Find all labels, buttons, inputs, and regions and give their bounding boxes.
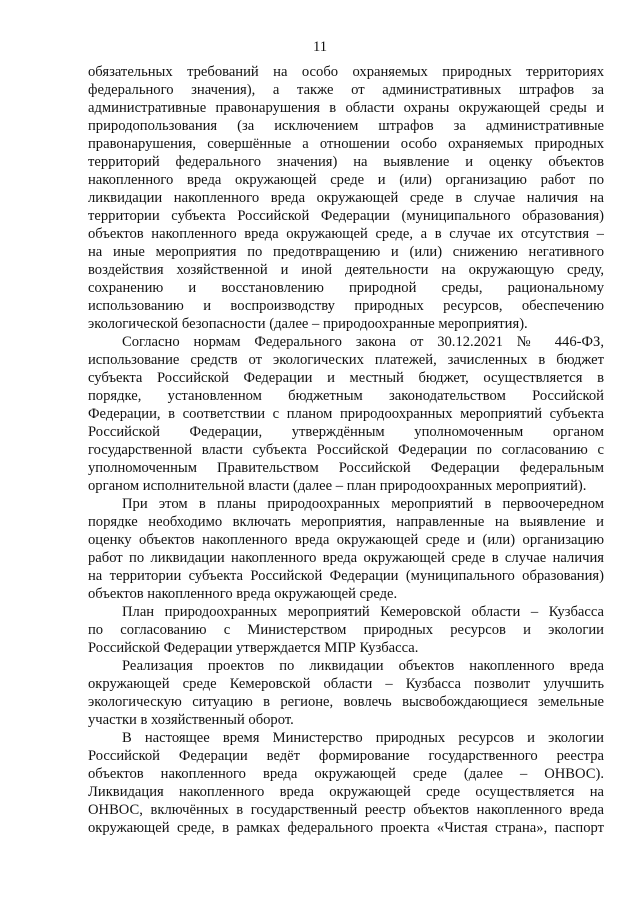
text-line: участки в хозяйственный оборот. bbox=[88, 712, 294, 728]
text-line: экологическую ситуацию в регионе, вовлечь высвобождающиеся земельные bbox=[88, 694, 604, 710]
text-line: План природоохранных мероприятий Кемеровской области – Кузбасса bbox=[122, 604, 604, 620]
text-line: объектов накопленного вреда окружающей среде. bbox=[88, 586, 398, 602]
text-line: Федерации, в соответствии с планом природоохранных мероприятий субъекта bbox=[88, 406, 604, 422]
text-line: федерального значения), а также от административных штрафов за bbox=[88, 82, 604, 98]
text-line: природопользования (за исключением штрафов за административные bbox=[88, 118, 604, 134]
text-line: территории субъекта Российской Федерации (муниципального образования) bbox=[88, 208, 604, 224]
body-text bbox=[88, 63, 604, 837]
page-number: 11 bbox=[312, 39, 328, 55]
text-line: Согласно нормам Федерального закона от 30.12.2021 № 446-ФЗ, bbox=[122, 334, 604, 350]
text-line: работ по ликвидации накопленного вреда окружающей среде в случае наличия bbox=[88, 550, 604, 566]
text-line: по согласованию с Министерством природных ресурсов и экологии bbox=[88, 622, 604, 638]
text-line: на иные мероприятия по предотвращению и (или) снижению негативного bbox=[88, 244, 604, 260]
text-line: воздействия хозяйственной и иной деятельности на окружающую среду, bbox=[88, 262, 604, 278]
text-line: При этом в планы природоохранных мероприятий в первоочередном bbox=[122, 496, 604, 512]
text-line: уполномоченным Правительством Российской Федерации федеральным bbox=[88, 460, 604, 476]
text-line: Российской Федерации утверждается МПР Кузбасса. bbox=[88, 640, 419, 656]
text-line: объектов накопленного вреда окружающей среде (далее – ОНВОС). bbox=[88, 766, 604, 782]
text-line: экологической безопасности (далее – природоохранные мероприятия). bbox=[88, 316, 528, 332]
text-line: обязательных требований на особо охраняемых природных территориях bbox=[88, 64, 604, 80]
text-line: В настоящее время Министерство природных ресурсов и экологии bbox=[122, 730, 604, 746]
text-line: порядке, установленном бюджетным законодательством Российской bbox=[88, 388, 604, 404]
text-line: ОНВОС, включённых в государственный реестр объектов накопленного вреда bbox=[88, 802, 604, 818]
text-line: Реализация проектов по ликвидации объектов накопленного вреда bbox=[122, 658, 604, 674]
text-line: Ликвидация накопленного вреда окружающей среде осуществляется на bbox=[88, 784, 604, 800]
text-line: сохранению и восстановлению природной среды, рациональному bbox=[88, 280, 604, 296]
text-line: государственной власти субъекта Российской Федерации по согласованию с bbox=[88, 442, 604, 458]
text-line: административные правонарушения в области охраны окружающей среды и bbox=[88, 100, 604, 116]
text-line: оценку объектов накопленного вреда окружающей среде и (или) организацию bbox=[88, 532, 604, 548]
text-line: окружающей среде, в рамках федерального проекта «Чистая страна», паспорт bbox=[88, 820, 604, 836]
text-line: субъекта Российской Федерации и местный бюджет, осуществляется в bbox=[88, 370, 604, 386]
text-line: Российской Федерации, утверждённым уполномоченным органом bbox=[88, 424, 604, 440]
text-line: использованию и воспроизводству природных ресурсов, обеспечению bbox=[88, 298, 604, 314]
text-line: порядке необходимо включать мероприятия, направленные на выявление и bbox=[88, 514, 604, 530]
text-line: окружающей среде Кемеровской области – Кузбасса позволит улучшить bbox=[88, 676, 604, 692]
text-line: использование средств от экологических платежей, зачисленных в бюджет bbox=[88, 352, 604, 368]
text-line: Российской Федерации ведёт формирование государственного реестра bbox=[88, 748, 604, 764]
text-line: органом исполнительной власти (далее – план природоохранных мероприятий). bbox=[88, 478, 587, 494]
text-line: на территории субъекта Российской Федерации (муниципального образования) bbox=[88, 568, 604, 584]
text-line: территорий федерального значения) на выявление и оценку объектов bbox=[88, 154, 604, 170]
text-line: объектов накопленного вреда окружающей среде, а в случае их отсутствия – bbox=[88, 226, 604, 242]
text-line: накопленного вреда окружающей среде и (или) организацию работ по bbox=[88, 172, 604, 188]
text-line: ликвидации накопленного вреда окружающей среде в случае наличия на bbox=[88, 190, 604, 206]
text-line: правонарушения, совершённые а отношении особо охраняемых природных bbox=[88, 136, 604, 152]
